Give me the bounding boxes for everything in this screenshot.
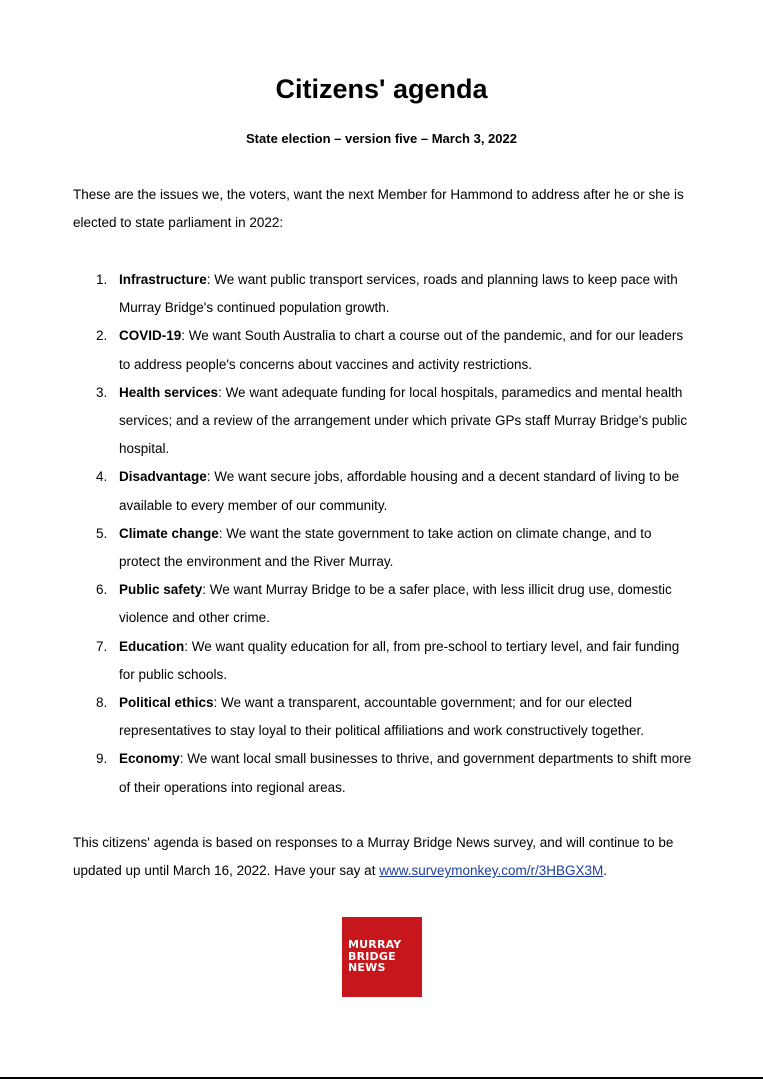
murray-bridge-news-logo bbox=[342, 917, 422, 997]
item-label: Political ethics bbox=[119, 695, 214, 711]
agenda-item bbox=[73, 576, 693, 632]
agenda-item bbox=[73, 520, 693, 576]
agenda-item bbox=[73, 266, 693, 322]
item-label: Infrastructure bbox=[119, 272, 207, 287]
page-subtitle: State election – version five – March 3, 2022 bbox=[246, 131, 517, 146]
item-label: COVID-19 bbox=[119, 328, 182, 344]
logo-line: MURRAY bbox=[348, 938, 402, 951]
agenda-list bbox=[73, 266, 693, 802]
item-text: : We want South Australia to chart a course out of the pandemic, and for our leaders to address people's concerns about vaccines and activity restrictions. bbox=[119, 328, 684, 372]
agenda-item bbox=[73, 689, 693, 745]
item-label: Health services bbox=[119, 384, 219, 400]
item-label: Climate change bbox=[119, 525, 219, 541]
item-number: 1. bbox=[96, 272, 108, 287]
item-number: 3. bbox=[96, 384, 108, 400]
item-text: : We want a transparent, accountable government; and for our elected representatives to stay loyal to their political affiliations and work constructively together. bbox=[119, 695, 645, 739]
outro-paragraph bbox=[73, 829, 693, 885]
item-number: 6. bbox=[96, 582, 108, 598]
item-number: 2. bbox=[96, 328, 108, 344]
item-number: 5. bbox=[96, 525, 108, 541]
page-title: Citizens' agenda bbox=[275, 74, 488, 104]
outro-text: This citizens' agenda is based on responses to a Murray Bridge News survey, and will continue to be updated up until March 16, 2022. Have your say at bbox=[73, 835, 674, 878]
agenda-item bbox=[73, 633, 693, 689]
item-text: : We want secure jobs, affordable housing and a decent standard of living to be available to every member of our community. bbox=[119, 469, 680, 513]
logo-line: BRIDGE bbox=[348, 949, 396, 963]
bottom-divider bbox=[0, 1077, 763, 1079]
item-text: : We want public transport services, roads and planning laws to keep pace with Murray Bridge's continued population growth. bbox=[119, 272, 678, 316]
survey-link[interactable]: www.surveymonkey.com/r/3HBGX3M bbox=[379, 863, 604, 878]
item-label: Economy bbox=[119, 751, 180, 767]
item-text: : We want adequate funding for local hospitals, paramedics and mental health services; and a review of the arrangement under which private GPs staff Murray Bridge's public hospital. bbox=[119, 384, 688, 457]
item-text: : We want the state government to take action on climate change, and to protect the environment and the River Murray. bbox=[119, 525, 652, 570]
item-label: Public safety bbox=[119, 582, 203, 598]
item-text: : We want Murray Bridge to be a safer place, with less illicit drug use, domestic violence and other crime. bbox=[119, 582, 672, 626]
item-text: : We want local small businesses to thrive, and government departments to shift more of their operations into regional areas. bbox=[119, 751, 692, 795]
agenda-item bbox=[73, 745, 693, 801]
item-label: Disadvantage bbox=[119, 469, 207, 485]
item-number: 9. bbox=[96, 751, 108, 767]
outro-text-end: . bbox=[603, 863, 608, 878]
logo-line: NEWS bbox=[348, 961, 386, 974]
item-number: 4. bbox=[96, 469, 108, 485]
item-number: 8. bbox=[96, 695, 108, 711]
item-label: Education bbox=[119, 638, 185, 654]
agenda-item bbox=[73, 322, 693, 378]
item-text: : We want quality education for all, from pre-school to tertiary level, and fair funding for public schools. bbox=[119, 638, 680, 682]
intro-paragraph: These are the issues we, the voters, want the next Member for Hammond to address after he or she is elected to state parliament in 2022: bbox=[73, 187, 684, 230]
item-number: 7. bbox=[96, 638, 108, 654]
agenda-item bbox=[73, 463, 693, 519]
agenda-item bbox=[73, 379, 693, 464]
